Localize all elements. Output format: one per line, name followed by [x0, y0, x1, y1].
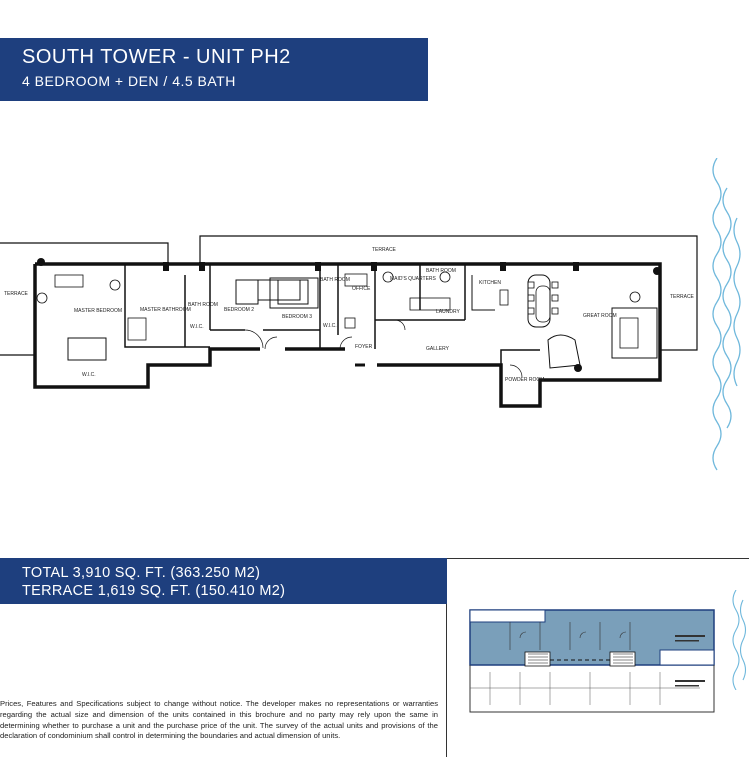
- room-label-gallery: GALLERY: [426, 346, 449, 352]
- room-label-terrace-top: TERRACE: [372, 247, 396, 253]
- room-label-office: OFFICE: [352, 286, 371, 292]
- room-label-great-room: GREAT ROOM: [583, 313, 617, 319]
- water-waves-decoration-small: [728, 590, 748, 690]
- room-label-kitchen: KITCHEN: [479, 280, 501, 286]
- room-label-master-bedroom: MASTER BEDROOM: [74, 308, 123, 314]
- page-subtitle: 4 BEDROOM + DEN / 4.5 BATH: [22, 73, 236, 89]
- room-label-terrace-left: TERRACE: [4, 291, 28, 297]
- room-label-bath-room-3: BATH ROOM: [426, 268, 456, 274]
- terrace-area: TERRACE 1,619 SQ. FT. (150.410 M2): [22, 583, 286, 599]
- room-label-terrace-right: TERRACE: [670, 294, 694, 300]
- water-waves-decoration: [705, 158, 745, 473]
- key-plan: [460, 600, 722, 715]
- room-label-bath-room-1: BATH ROOM: [188, 302, 218, 308]
- room-label-maids-quarters: MAID'S QUARTERS: [390, 276, 436, 282]
- floor-plan: [0, 150, 700, 420]
- page-title: SOUTH TOWER - UNIT PH2: [22, 46, 291, 68]
- room-label-wic-2: W.I.C.: [190, 324, 204, 330]
- room-label-wic-3: W.I.C.: [323, 323, 337, 329]
- total-area: TOTAL 3,910 SQ. FT. (363.250 M2): [22, 565, 261, 581]
- room-label-laundry: LAUNDRY: [436, 309, 460, 315]
- room-label-wic-1: W.I.C.: [82, 372, 96, 378]
- section-divider-horizontal: [447, 558, 749, 559]
- room-label-master-bathroom: MASTER BATHROOM: [140, 307, 191, 313]
- room-label-bath-room-2: BATH ROOM: [320, 277, 350, 283]
- disclaimer-text: Prices, Features and Specifications subject to change without notice. The developer makes no representations or warranties regarding the actual size and dimension of the units contained in this brochure and no party may rely upon the same in determining whether to purchase a unit and the purchase price of the unit. The survey of the actual units and provisions of the declaration of condominium shall control in determining the boundaries and actual dimension of units.: [0, 699, 438, 741]
- room-label-bedroom-2: BEDROOM 2: [224, 307, 255, 313]
- room-label-foyer: FOYER: [355, 344, 373, 350]
- room-label-powder-room: POWDER ROOM: [505, 377, 545, 383]
- room-label-bedroom-3: BEDROOM 3: [282, 314, 313, 320]
